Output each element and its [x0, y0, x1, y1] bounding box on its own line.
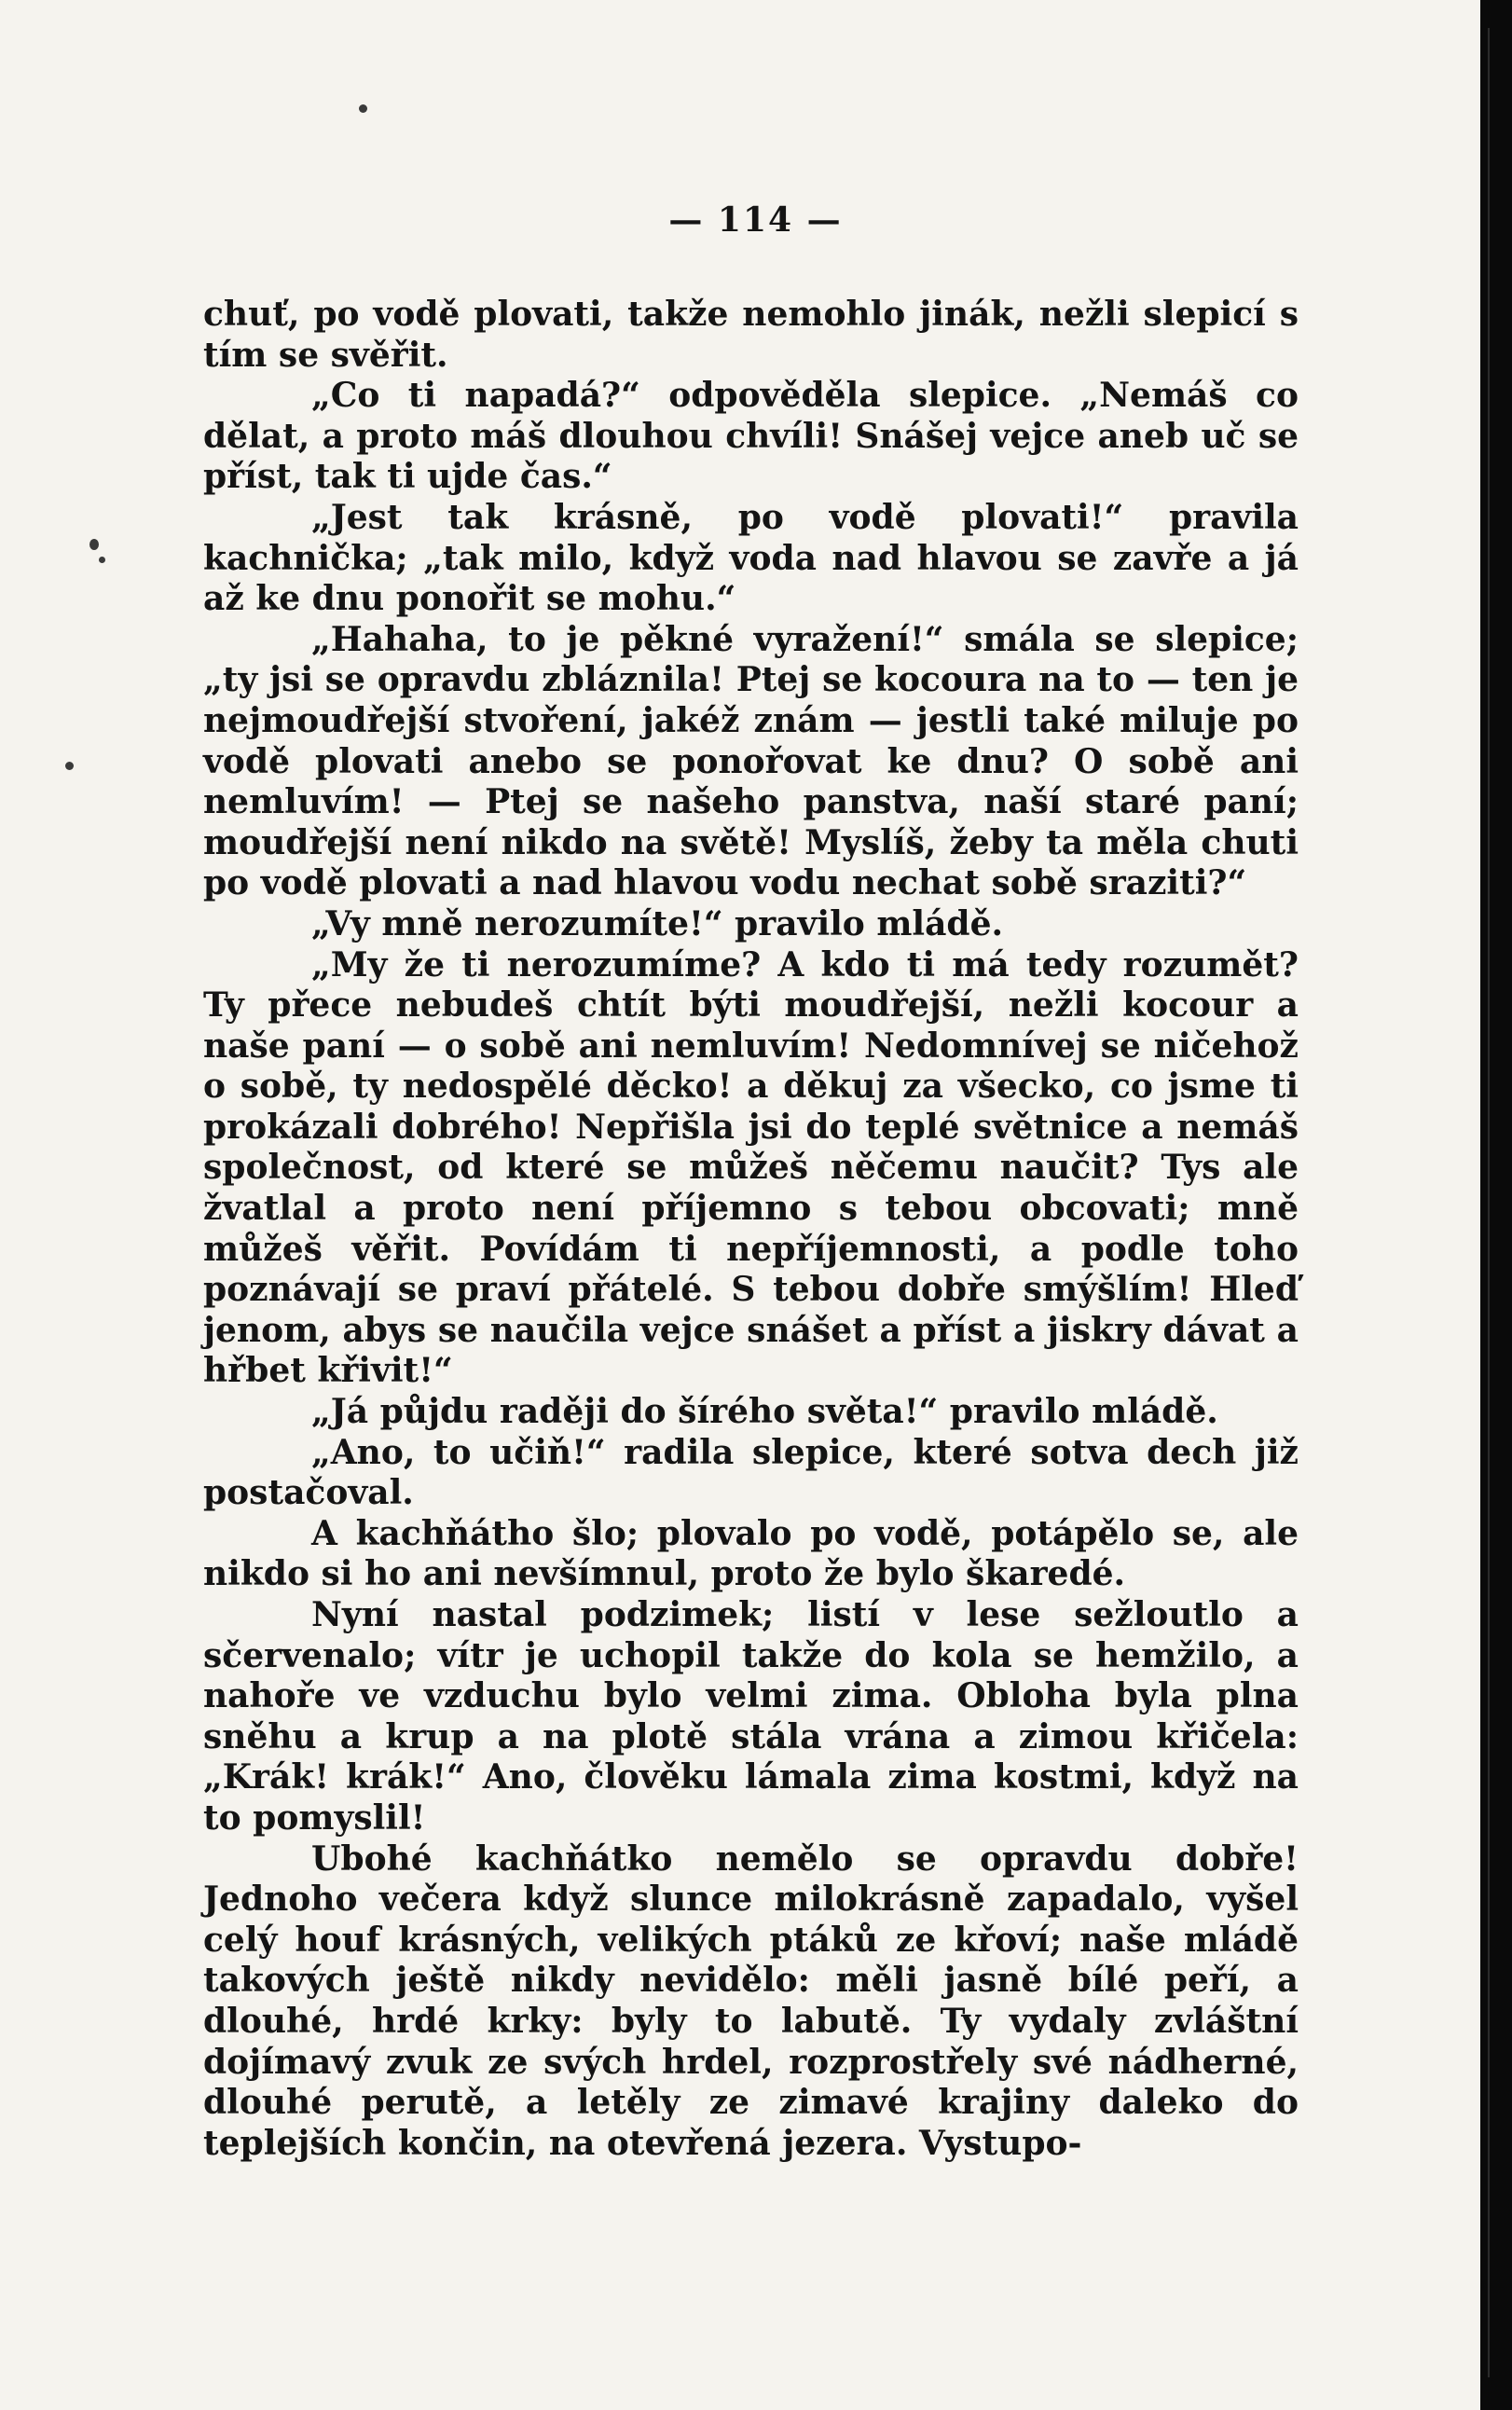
paragraph: „Hahaha, to je pěkné vyražení!“ smála se slepice; „ty jsi se opravdu zbláznila! Ptej se kocoura na to — ten je nejmoudřejší stvoření, jakéž znám — jestli také miluje po vodě plovati anebo se ponořovat ke dnu? O sobě ani nemluvím! — Ptej se našeho panstva, naší staré paní; moudřejší není nikdo na světě! Myslíš, žeby ta měla chuti po vodě plovati a nad hlavou vodu nechat sobě sraziti?“: [203, 619, 1299, 903]
paragraph: „Jest tak krásně, po vodě plovati!“ pravila kachnička; „tak milo, když voda nad hlavou se zavře a já až ke dnu ponořit se mohu.“: [203, 497, 1299, 619]
scan-border: [1480, 0, 1512, 2410]
paragraph: „My že ti nerozumíme? A kdo ti má tedy rozumět? Ty přece nebudeš chtít býti moudřejší, nežli kocour a naše paní — o sobě ani nemluvím! Nedomnívej se ničehož o sobě, ty nedospělé děcko! a děkuj za všecko, co jsme ti prokázali dobrého! Nepřišla jsi do teplé světnice a nemáš společnost, od které se můžeš něčemu naučit? Tys ale žvatlal a proto není příjemno s tebou obcovati; mně můžeš věřit. Povídám ti nepříjemnosti, a podle toho poznávají se praví přátelé. S tebou dobře smýšlím! Hleď jenom, abys se naučila vejce snášet a příst a jiskry dávat a hřbet křivit!“: [203, 944, 1299, 1391]
ink-speck: [65, 762, 74, 770]
paragraph: „Vy mně nerozumíte!“ pravilo mládě.: [311, 903, 1004, 943]
paragraph: chuť, po vodě plovati, takže nemohlo jinák, nežli slepicí s tím se svěřit.: [203, 295, 1299, 375]
page-text: [203, 200, 1299, 2164]
ink-speck: [99, 557, 105, 563]
paragraph: „Ano, to učiň!“ radila slepice, které sotva dech již postačoval.: [203, 1432, 1299, 1513]
paragraph: A kachňátho šlo; plovalo po vodě, potápělo se, ale nikdo si ho ani nevšímnul, proto že bylo škaredé.: [203, 1513, 1299, 1594]
scan-border-line: [1488, 28, 1490, 2377]
ink-speck: [89, 539, 99, 550]
paragraph: Nyní nastal podzimek; listí v lese sežloutlo a sčervenalo; vítr je uchopil takže do kola se hemžilo, a nahoře ve vzduchu bylo velmi zima. Obloha byla plna sněhu a krup a na plotě stála vrána a zimou křičela: „Krák! krák!“ Ano, člověku lámala zima kostmi, když na to pomyslil!: [203, 1595, 1299, 1838]
paragraph: „Co ti napadá?“ odpověděla slepice. „Nemáš co dělat, a proto máš dlouhou chvíli! Snášej vejce aneb uč se příst, tak ti ujde čas.“: [203, 376, 1299, 497]
page-number: — 114 —: [668, 200, 843, 240]
ink-speck: [359, 104, 367, 113]
paragraph: Ubohé kachňátko nemělo se opravdu dobře! Jednoho večera když slunce milokrásně zapadalo, vyšel celý houf krásných, velikých ptáků ze křoví; naše mládě takových ještě nikdy nevidělo: měli jasně bílé peří, a dlouhé, hrdé krky: byly to labutě. Ty vydaly zvláštní dojímavý zvuk ze svých hrdel, rozprostřely své nádherné, dlouhé perutě, a letěly ze zimavé krajiny daleko do teplejších končin, na otevřená jezera. Vystupo-: [203, 1838, 1299, 2163]
paragraph: „Já půjdu raději do šírého světa!“ pravilo mládě.: [311, 1392, 1218, 1432]
